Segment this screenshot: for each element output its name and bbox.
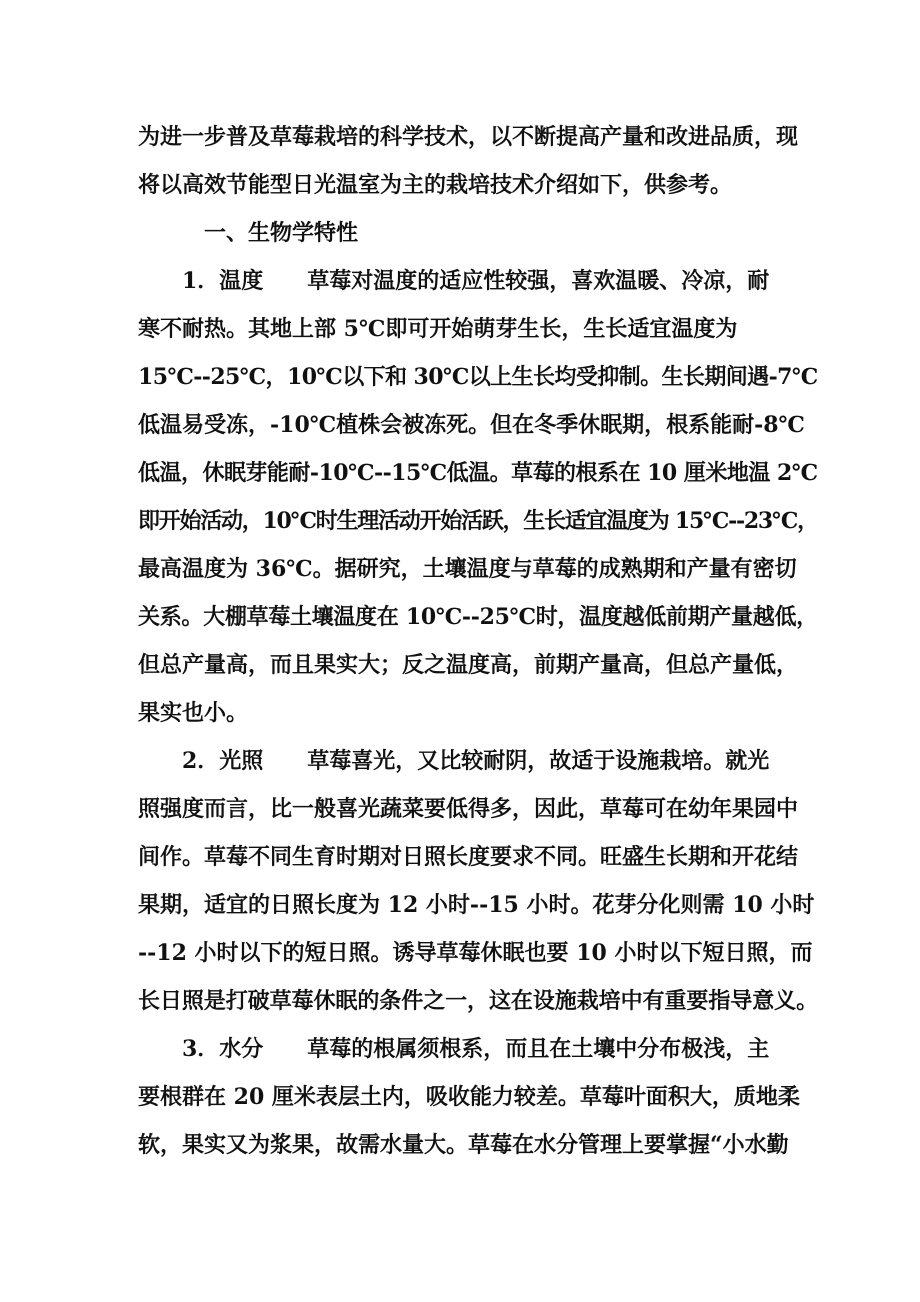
text-line: 长日照是打破草莓休眠的条件之一，这在设施栽培中有重要指导意义。 <box>138 988 819 1014</box>
text-line: 将以高效节能型日光温室为主的栽培技术介绍如下，供参考。 <box>138 172 733 198</box>
text-line: 低温易受冻，-10℃植株会被冻死。但在冬季休眠期，根系能耐-8℃ <box>138 412 805 438</box>
text-line: 要根群在 20 厘米表层土内，吸收能力较差。草莓叶面积大，质地柔 <box>138 1084 800 1110</box>
paragraph-heading-line: 3．水分 草莓的根属须根系，而且在土壤中分布极浅，主 <box>182 1036 770 1062</box>
text-line: 果期，适宜的日照长度为 12 小时--15 小时。花芽分化则需 10 小时 <box>138 892 815 918</box>
text-line: --12 小时以下的短日照。诱导草莓休眠也要 10 小时以下短日照，而 <box>138 940 813 966</box>
text-line: 低温，休眠芽能耐-10℃--15℃低温。草莓的根系在 10 厘米地温 2℃ <box>138 460 818 486</box>
text-line: 照强度而言，比一般喜光蔬菜要低得多，因此，草莓可在幼年果园中 <box>138 796 799 822</box>
paragraph-heading-line: 2．光照 草莓喜光，又比较耐阴，故适于设施栽培。就光 <box>182 748 770 774</box>
text-line: 最高温度为 36℃。据研究，土壤温度与草莓的成熟期和产量有密切 <box>138 556 797 582</box>
text-line: 间作。草莓不同生育时期对日照长度要求不同。旺盛生长期和开花结 <box>138 844 799 870</box>
text-line: 即开始活动，10℃时生理活动开始活跃，生长适宜温度为 15℃--23℃， <box>138 508 818 534</box>
text-line: 但总产量高，而且果实大；反之温度高，前期产量高，但总产量低， <box>138 652 799 678</box>
paragraph-heading-line: 一、生物学特性 <box>204 220 359 246</box>
text-line: 软，果实又为浆果，故需水量大。草莓在水分管理上要掌握“小水勤 <box>138 1132 789 1158</box>
text-line: 果实也小。 <box>138 700 249 726</box>
text-line: 寒不耐热。其地上部 5℃即可开始萌芽生长，生长适宜温度为 <box>138 316 738 342</box>
document-page <box>138 120 818 1176</box>
paragraph-heading-line: 1．温度 草莓对温度的适应性较强，喜欢温暖、冷凉，耐 <box>182 268 770 294</box>
text-line: 为进一步普及草莓栽培的科学技术，以不断提高产量和改进品质，现 <box>138 124 799 150</box>
text-line: 关系。大棚草莓土壤温度在 10℃--25℃时，温度越低前期产量越低， <box>138 604 818 630</box>
text-line: 15℃--25℃，10℃以下和 30℃以上生长均受抑制。生长期间遇-7℃ <box>138 364 818 390</box>
